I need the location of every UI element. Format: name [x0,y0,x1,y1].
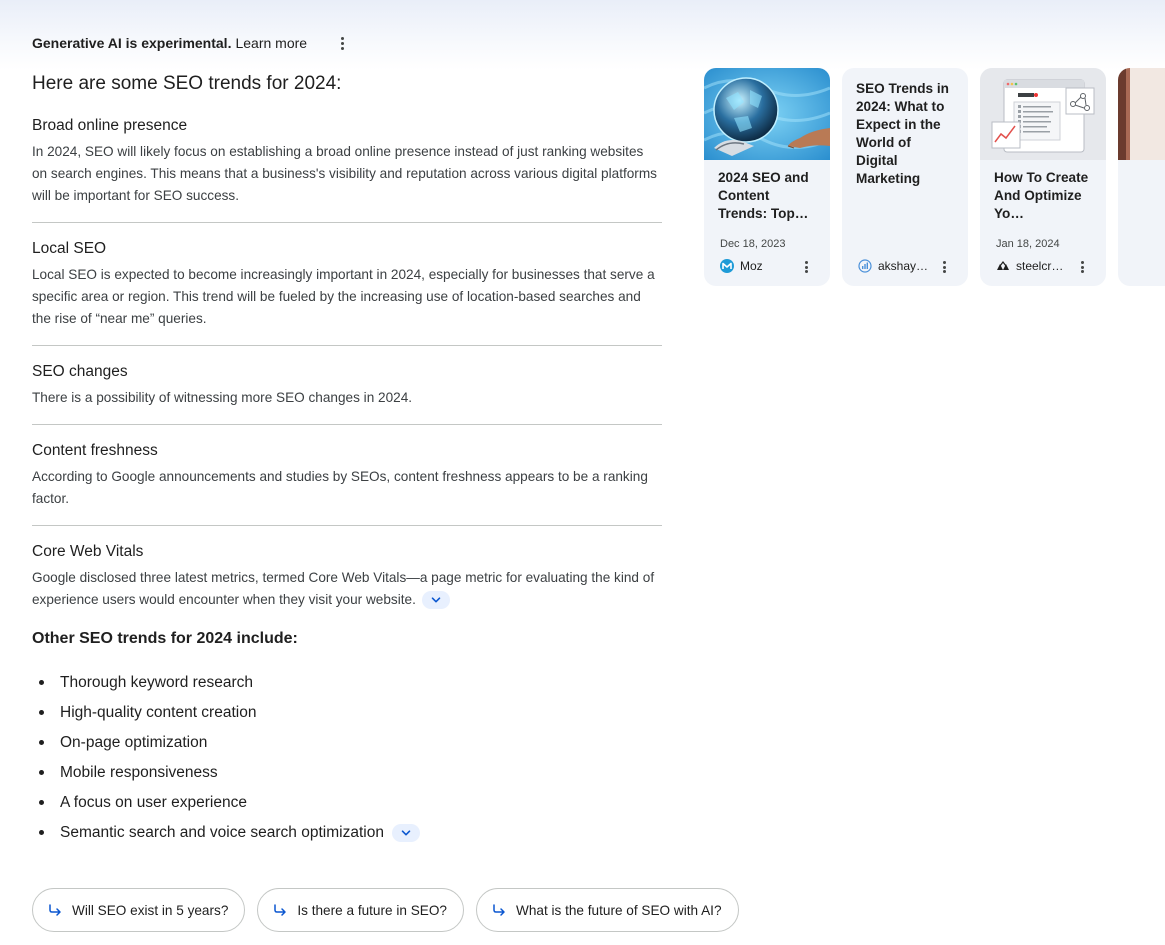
card-menu-icon[interactable] [804,261,808,273]
source-card-partial[interactable] [1118,68,1165,286]
trend-section [32,115,662,223]
card-title: How To Create And Optimize Yo… [994,170,1089,221]
other-trends-heading: Other SEO trends for 2024 include: [32,630,298,647]
trend-title: Local SEO [32,240,107,257]
trend-section [32,346,662,425]
reply-arrow-icon [491,902,507,918]
list-item-text: Semantic search and voice search optimization [60,824,384,841]
card-title: 2024 SEO and Content Trends: Top… [718,170,809,221]
card-menu-icon[interactable] [1080,261,1084,273]
more-options-icon[interactable] [334,33,350,53]
list-item: High-quality content creation [32,700,420,730]
reply-arrow-icon [272,902,288,918]
card-source [720,259,763,273]
source-card[interactable] [842,68,968,286]
trend-section [32,526,662,611]
search-checklist-illustration [980,68,1106,160]
trend-body: There is a possibility of witnessing more SEO changes in 2024. [32,390,413,405]
follow-up-chip[interactable] [32,888,245,932]
other-trends-list [32,670,420,850]
list-item: Mobile responsiveness [32,760,420,790]
trend-title: Core Web Vitals [32,543,144,560]
learn-more-link[interactable]: Learn more [235,35,308,51]
ai-overview-content [32,68,662,611]
source-name: steelcr… [1016,259,1064,273]
list-item: Thorough keyword research [32,670,420,700]
reply-arrow-icon [47,902,63,918]
chip-label: What is the future of SEO with AI? [516,902,722,918]
card-thumbnail-image [1118,68,1165,160]
site-favicon-icon [858,259,872,273]
trend-title: Content freshness [32,442,158,459]
follow-up-questions [32,888,739,932]
card-source [996,259,1063,273]
overview-headline: Here are some SEO trends for 2024: [32,73,342,94]
trend-section [32,223,662,346]
globe-robot-hand-image [704,68,830,160]
moz-logo-icon [720,259,734,273]
source-name: Moz [740,259,763,273]
card-date: Jan 18, 2024 [996,238,1060,250]
chevron-down-icon [400,827,412,839]
source-card[interactable] [704,68,830,286]
source-card[interactable] [980,68,1106,286]
expand-citation-button[interactable] [392,824,420,842]
expand-citation-button[interactable] [422,591,450,609]
trend-body: Local SEO is expected to become increasingly important in 2024, especially for businesses that serve a specific area or region. This trend will be fueled by the increasing use of location-based searches and the rise of “near me” queries. [32,267,655,326]
trend-body: According to Google announcements and studies by SEOs, content freshness appears to be a ranking factor. [32,469,648,506]
list-item: On-page optimization [32,730,420,760]
follow-up-chip[interactable] [476,888,739,932]
trend-title: Broad online presence [32,117,188,134]
list-item: A focus on user experience [32,790,420,820]
list-item [32,820,420,850]
card-date: Dec 18, 2023 [720,238,786,250]
disclaimer-text: Generative AI is experimental. [32,35,232,51]
trend-body: Google disclosed three latest metrics, termed Core Web Vitals—a page metric for evaluating the kind of experience users would encounter when they visit your website. [32,570,655,607]
follow-up-chip[interactable] [257,888,464,932]
trend-title: SEO changes [32,363,128,380]
trend-body-wrapper [32,567,662,611]
source-name: akshay… [878,259,929,273]
card-source [858,259,928,273]
trend-body: In 2024, SEO will likely focus on establishing a broad online presence instead of just ranking websites on search engines. This means that a business's visibility and reputation across various digital platforms will be important for SEO success. [32,144,657,203]
trend-section [32,425,662,526]
steelcraft-logo-icon [996,259,1010,273]
chip-label: Will SEO exist in 5 years? [72,902,229,918]
chevron-down-icon [430,594,442,606]
chip-label: Is there a future in SEO? [297,902,447,918]
card-menu-icon[interactable] [942,261,946,273]
ai-disclaimer [32,34,307,52]
card-title: SEO Trends in 2024: What to Expect in the World of Digital Marketing [856,81,949,186]
